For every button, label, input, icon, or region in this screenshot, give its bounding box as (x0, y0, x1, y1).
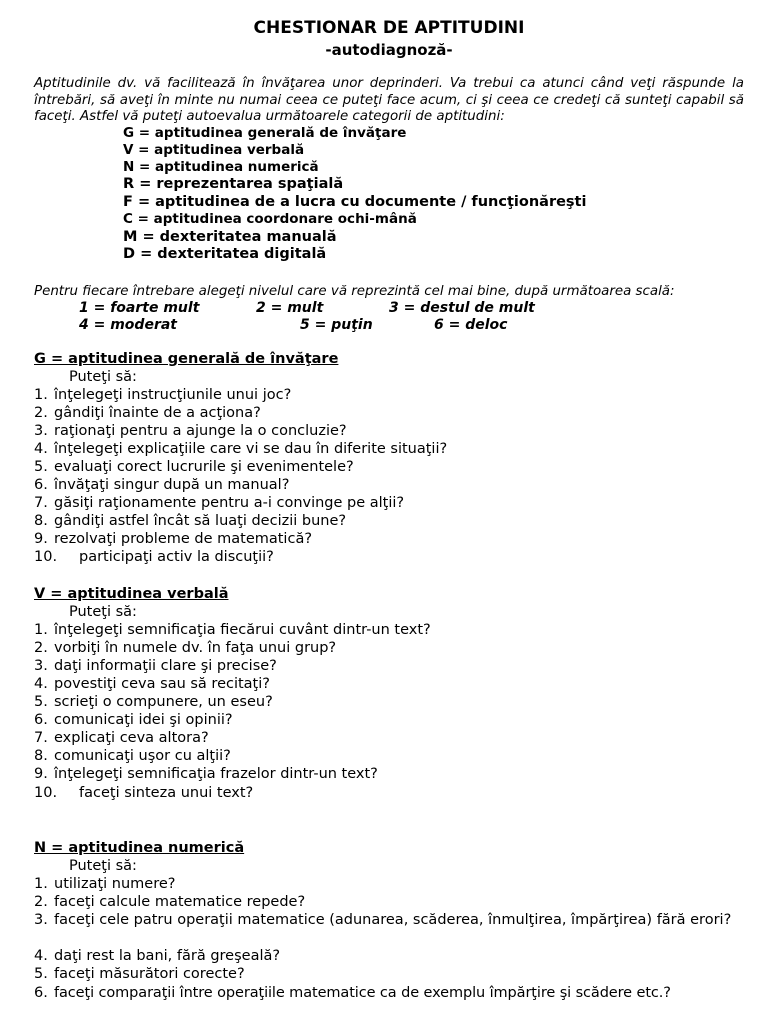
question-item (34, 657, 744, 675)
question-text: raţionaţi pentru a ajunge la o concluzie? (54, 423, 347, 439)
question-item (34, 494, 744, 512)
question-text: explicaţi ceva altora? (54, 730, 209, 746)
question-item (34, 911, 744, 929)
question-number: 3. (34, 658, 48, 674)
question-item (34, 784, 744, 802)
question-text: înţelegeţi semnificaţia frazelor dintr-un text? (54, 766, 378, 782)
question-number: 2. (34, 894, 48, 910)
question-number: 10. (34, 549, 58, 565)
question-text: daţi rest la bani, fără greşeală? (54, 948, 281, 964)
question-item (34, 404, 744, 422)
question-text: găsiţi raţionamente pentru a-i convinge pe alţii? (54, 495, 405, 511)
question-number: 9. (34, 531, 48, 547)
question-item (34, 747, 744, 765)
category-item-n: N = aptitudinea numerică (123, 159, 319, 175)
question-number: 5. (34, 966, 48, 982)
question-number: 5. (34, 459, 48, 475)
question-number: 4. (34, 948, 48, 964)
question-text: faceţi măsurători corecte? (54, 966, 245, 982)
question-text: faceţi comparaţii între operaţiile matematice ca de exemplu împărţire şi scădere etc.? (54, 985, 671, 1001)
question-text: înţelegeţi instrucţiunile unui joc? (54, 387, 292, 403)
question-text: scrieţi o compunere, un eseu? (54, 694, 273, 710)
question-text: evaluaţi corect lucrurile şi evenimentele? (54, 459, 354, 475)
question-text: participaţi activ la discuţii? (79, 549, 274, 565)
document-subtitle: -autodiagnoză- (325, 41, 453, 59)
question-number: 6. (34, 712, 48, 728)
question-text: daţi informaţii clare şi precise? (54, 658, 277, 674)
question-number: 4. (34, 676, 48, 692)
question-item (34, 639, 744, 657)
question-text: utilizaţi numere? (54, 876, 176, 892)
question-text: învăţaţi singur după un manual? (54, 477, 290, 493)
question-number: 1. (34, 622, 48, 638)
question-text: gândiţi înainte de a acţiona? (54, 405, 261, 421)
question-item (34, 693, 744, 711)
question-text: înţelegeţi explicaţiile care vi se dau în diferite situaţii? (54, 441, 448, 457)
question-number: 8. (34, 748, 48, 764)
question-number: 5. (34, 694, 48, 710)
question-text: povestiţi ceva sau să recitaţi? (54, 676, 270, 692)
section-lead-g: Puteţi să: (69, 369, 137, 385)
scale-level-1: 1 = foarte mult (79, 300, 200, 316)
question-item (34, 422, 744, 440)
question-text: rezolvaţi probleme de matematică? (54, 531, 313, 547)
question-item (34, 875, 744, 893)
question-number: 7. (34, 730, 48, 746)
question-item (34, 675, 744, 693)
question-number: 3. (34, 423, 48, 439)
question-number: 1. (34, 387, 48, 403)
section-lead-v: Puteţi să: (69, 604, 137, 620)
question-number: 2. (34, 640, 48, 656)
question-text: faceţi cele patru operaţii matematice (adunarea, scăderea, înmulţirea, împărţirea) fără erori? (54, 912, 732, 928)
question-number: 2. (34, 405, 48, 421)
question-text: faceţi sinteza unui text? (79, 785, 254, 801)
question-number: 4. (34, 441, 48, 457)
section-heading-g: G = aptitudinea generală de învăţare (34, 351, 339, 367)
question-number: 9. (34, 766, 48, 782)
question-text: înţelegeţi semnificaţia fiecărui cuvânt dintr-un text? (54, 622, 431, 638)
question-item (34, 458, 744, 476)
question-number: 8. (34, 513, 48, 529)
question-item (34, 386, 744, 404)
question-number: 6. (34, 477, 48, 493)
scale-level-2: 2 = mult (256, 300, 324, 316)
scale-intro: Pentru fiecare întrebare alegeţi nivelul care vă reprezintă cel mai bine, după următoarea scală: (34, 284, 675, 299)
category-item-c: C = aptitudinea coordonare ochi-mână (123, 211, 417, 227)
section-heading-v: V = aptitudinea verbală (34, 586, 229, 602)
question-number: 7. (34, 495, 48, 511)
question-text: faceţi calcule matematice repede? (54, 894, 306, 910)
question-item (34, 765, 744, 783)
scale-level-5: 5 = puţin (300, 317, 373, 333)
scale-level-6: 6 = deloc (434, 317, 508, 333)
intro-paragraph: Aptitudinile dv. vă facilitează în învăţarea unor deprinderi. Va trebui ca atunci când veţi răspunde la întrebări, să aveţi în minte nu numai ceea ce puteţi face acum, ci şi ceea ce credeţi că sunteţi capabil să faceţi. Astfel vă puteţi autoevalua următoarele categorii de aptitudini: (34, 76, 744, 124)
question-item (34, 729, 744, 747)
question-text: comunicaţi idei şi opinii? (54, 712, 233, 728)
document-title: CHESTIONAR DE APTITUDINI (253, 18, 525, 38)
category-item-r: R = reprezentarea spaţială (123, 176, 344, 192)
section-heading-n: N = aptitudinea numerică (34, 840, 245, 856)
scale-level-3: 3 = destul de mult (389, 300, 535, 316)
question-text: vorbiţi în numele dv. în faţa unui grup? (54, 640, 337, 656)
question-number: 1. (34, 876, 48, 892)
question-item (34, 965, 744, 983)
question-item (34, 621, 744, 639)
question-item (34, 512, 744, 530)
question-item (34, 947, 744, 965)
section-lead-n: Puteţi să: (69, 858, 137, 874)
question-item (34, 548, 744, 566)
category-item-d: D = dexteritatea digitală (123, 246, 327, 262)
category-item-m: M = dexteritatea manuală (123, 228, 337, 245)
question-item (34, 476, 744, 494)
scale-level-4: 4 = moderat (79, 317, 177, 333)
category-item-f: F = aptitudinea de a lucra cu documente / funcţionăreşti (123, 193, 587, 210)
category-item-g: G = aptitudinea generală de învăţare (123, 125, 407, 141)
category-item-v: V = aptitudinea verbală (123, 142, 305, 158)
question-number: 3. (34, 912, 48, 928)
question-text: comunicaţi uşor cu alţii? (54, 748, 231, 764)
question-item (34, 530, 744, 548)
question-item (34, 711, 744, 729)
question-item (34, 440, 744, 458)
question-item (34, 984, 744, 1002)
question-number: 10. (34, 785, 58, 801)
question-text: gândiţi astfel încât să luaţi decizii bune? (54, 513, 347, 529)
question-item (34, 893, 744, 911)
category-list (123, 125, 586, 264)
question-number: 6. (34, 985, 48, 1001)
